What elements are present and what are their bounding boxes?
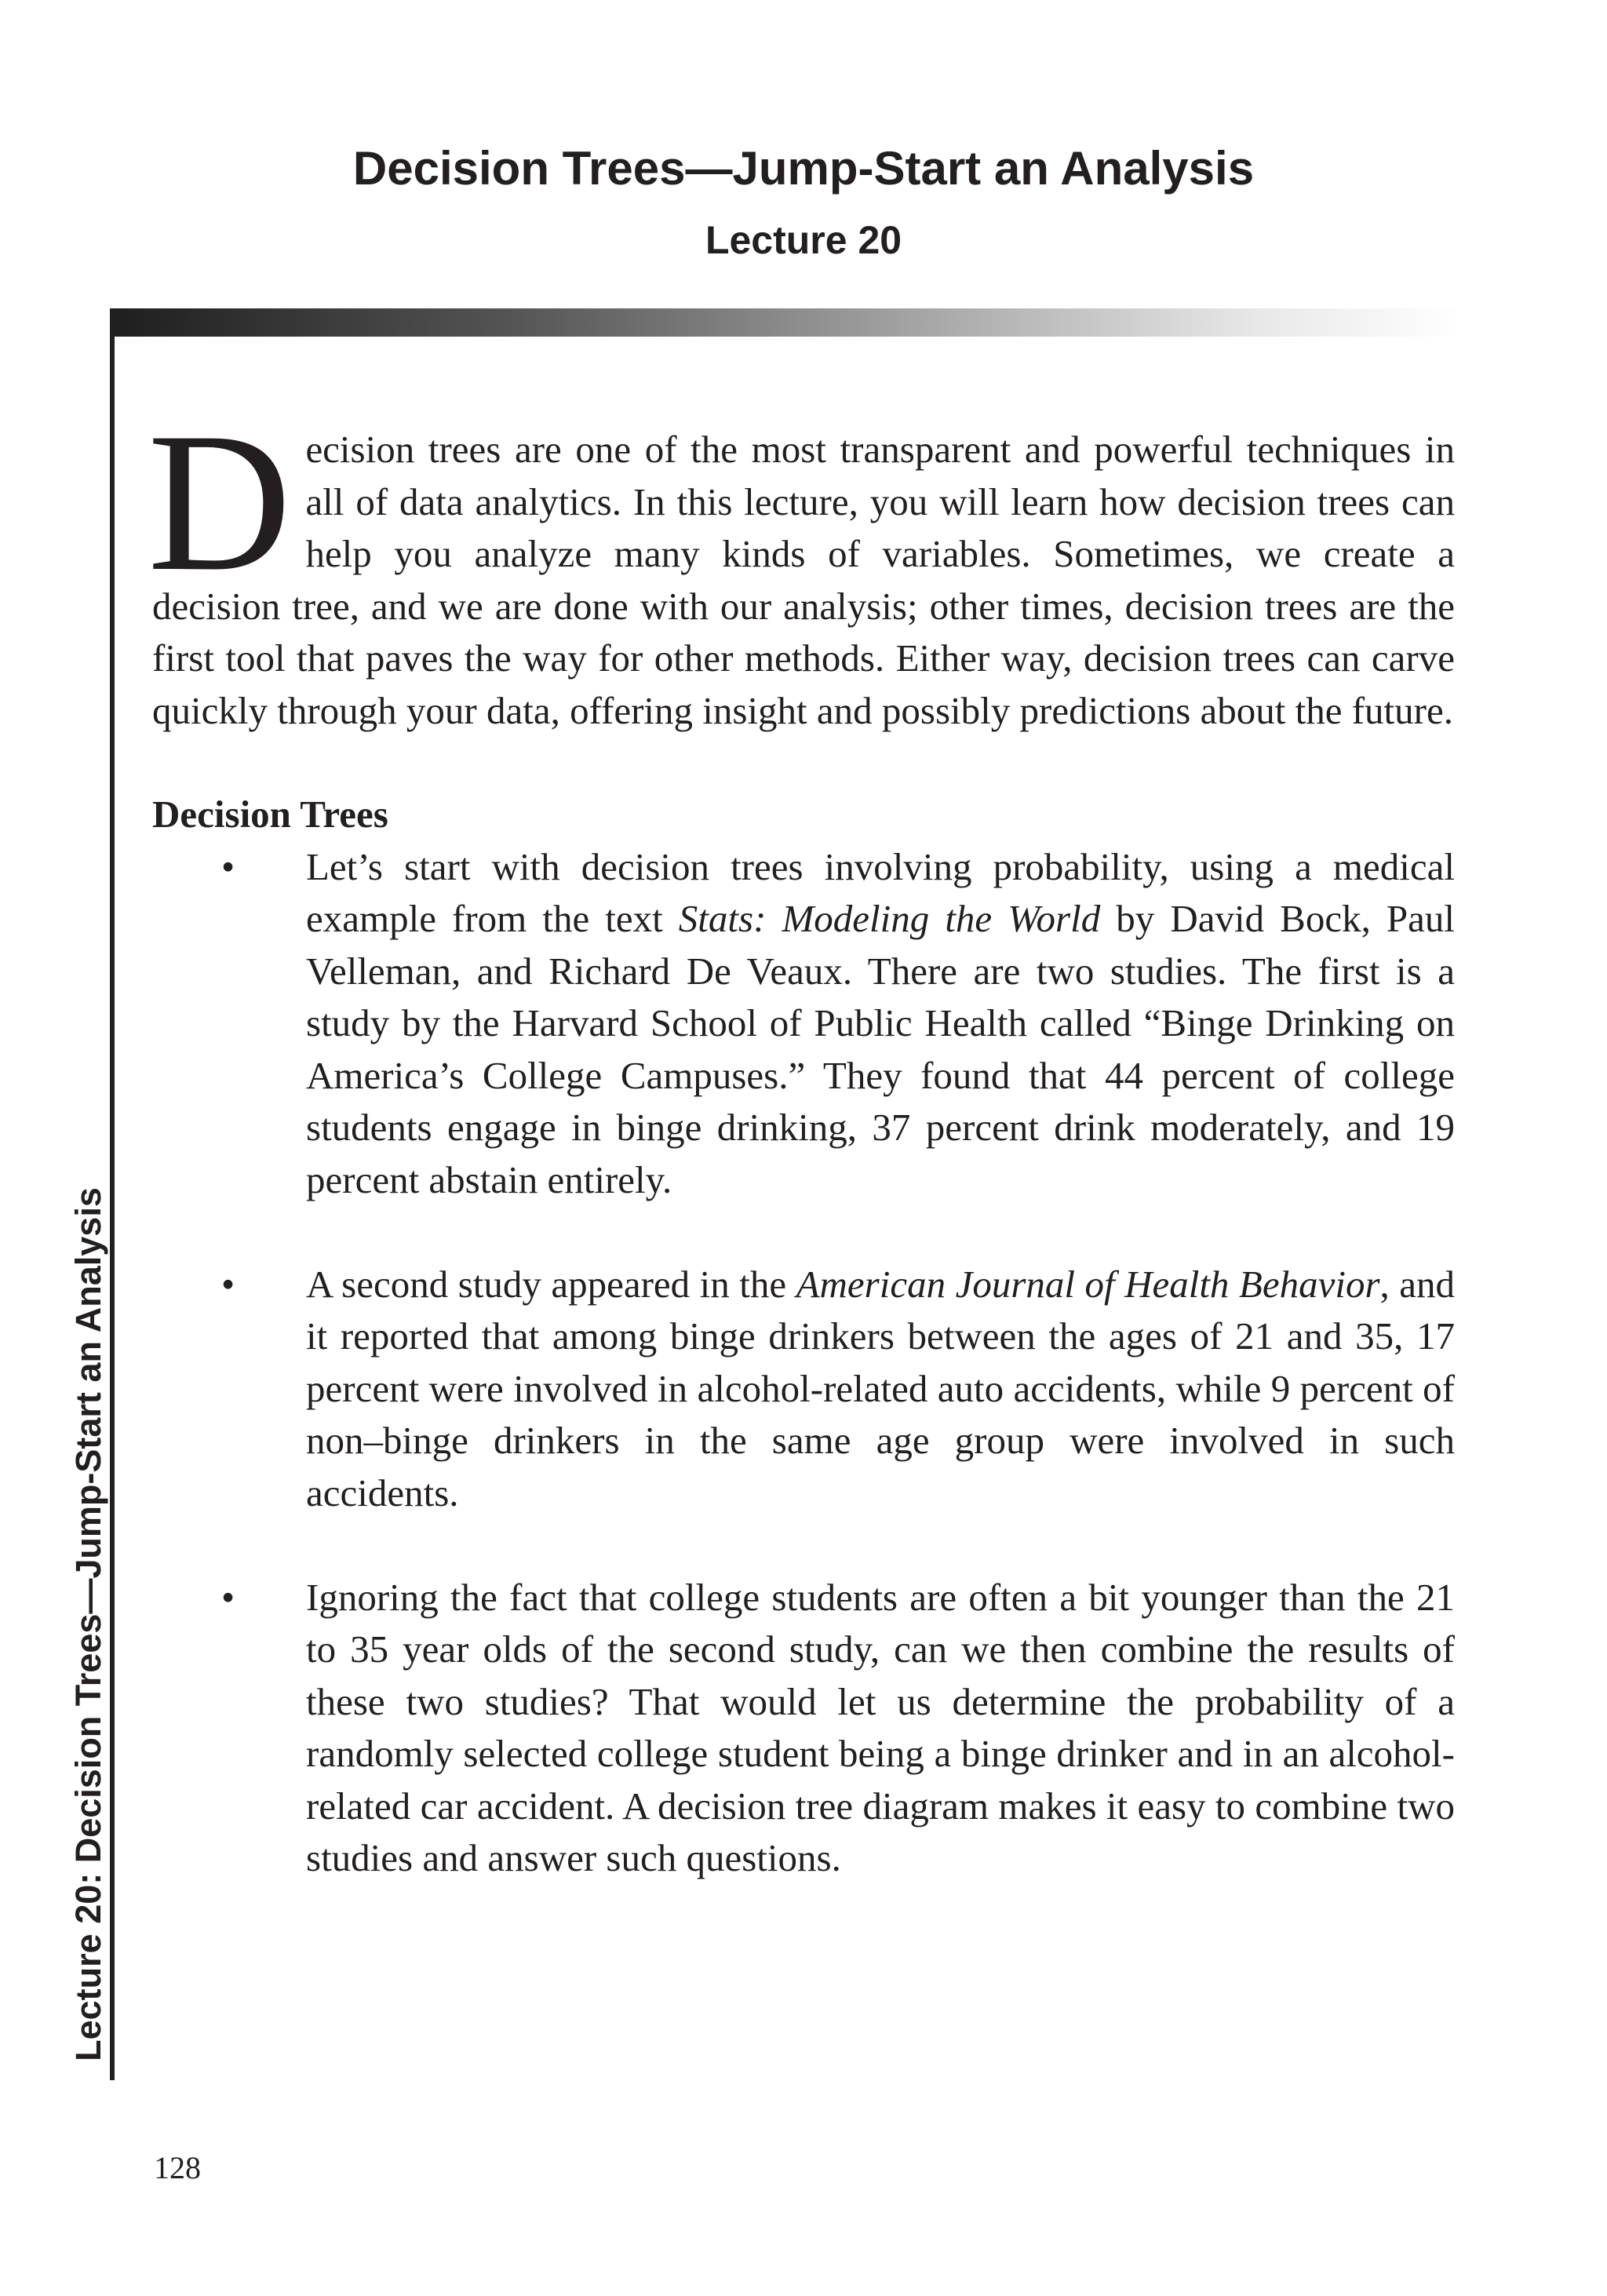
journal-title: American Journal of Health Behavior [796, 1262, 1380, 1306]
bullet-icon: • [221, 1262, 235, 1306]
page-number: 128 [154, 2150, 201, 2185]
header-gradient-bar [110, 308, 1459, 337]
bullet-text: A second study appeared in the [306, 1262, 796, 1306]
book-title: Stats: Modeling the World [678, 897, 1101, 940]
body-content [148, 392, 1456, 1885]
intro-text: ecision trees are one of the most transparent and powerful techniques in all of data analytics. In this lecture, you will learn how decision trees can help you analyze many kinds of variables. Sometimes, we create a decision tree, and we are done with our analysis; other times, decision trees are the first tool that paves the way for other methods. Either way, decision trees can carve quickly through your data, offering insight and possibly predictions about the future. [152, 428, 1455, 732]
left-margin-rule [110, 308, 115, 2080]
bullet-item [152, 841, 1455, 1207]
section-heading: Decision Trees [152, 793, 388, 836]
bullet-list [152, 841, 1455, 1885]
bullet-item [152, 1259, 1455, 1520]
bullet-icon: • [221, 844, 235, 888]
drop-cap: D [148, 392, 292, 612]
bullet-text: by David Bock, Paul Velleman, and Richard De Veaux. There are two studies. The first is a study by the Harvard School of Public Health called “Binge Drinking on America’s College Campuses.” They found that 44 percent of college students engage in binge drinking, 37 percent drink moderately, and 19 percent abstain entirely. [306, 897, 1456, 1201]
lecture-number: Lecture 20 [705, 218, 902, 262]
bullet-text: , and it reported that among binge drinkers between the ages of 21 and 35, 17 percent were involved in alcohol-related auto accidents, while 9 percent of non–binge drinkers in the same age group were involved in such accidents. [306, 1262, 1456, 1514]
bullet-text: Ignoring the fact that college students are often a bit younger than the 21 to 35 year olds of the second study, can we then combine the results of these two studies? That would let us determine the probability of a randomly selected college student being a binge drinker and in an alcohol-related car accident. A decision tree diagram makes it easy to combine two studies and answer such questions. [306, 1575, 1455, 1879]
intro-paragraph [148, 392, 1455, 737]
bullet-item [152, 1572, 1455, 1885]
bullet-icon: • [221, 1575, 235, 1619]
side-running-title: Lecture 20: Decision Trees—Jump-Start an Analysis [68, 1187, 108, 2061]
page-title: Decision Trees—Jump-Start an Analysis [352, 142, 1255, 195]
bullet-text: Let’s start with decision trees involving probability, using a medical example from the text [306, 844, 1455, 940]
